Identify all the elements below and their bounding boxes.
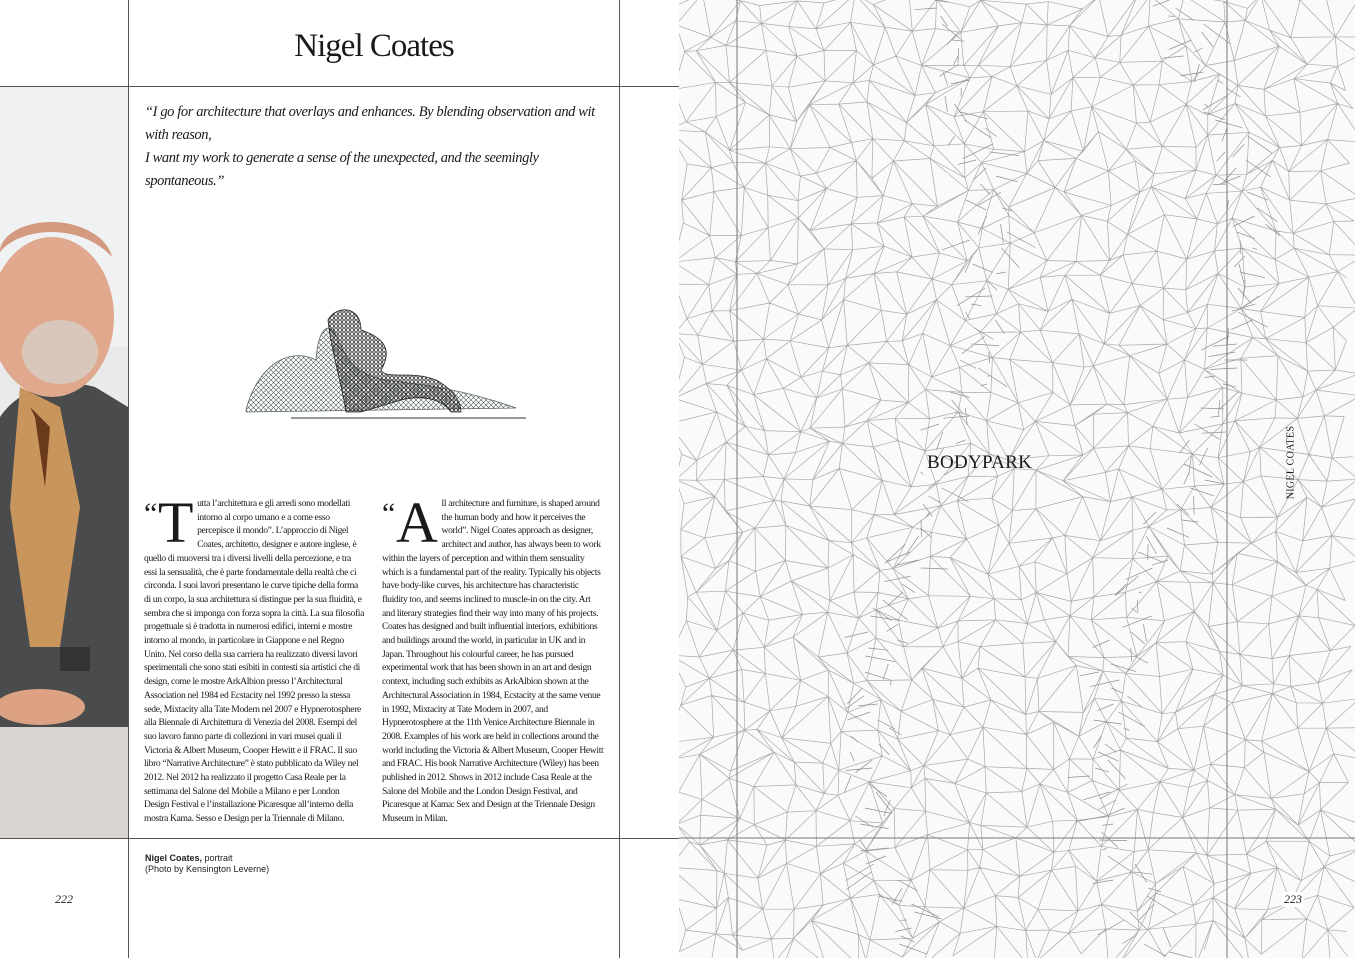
photo-caption [145,853,269,875]
vertical-side-label: NIGEL COATES [1285,425,1297,500]
bodypark-sculpture-image [236,300,536,424]
page-rule-right [619,0,620,958]
italian-text-column [144,490,365,826]
page-number-right: 223 [1284,892,1302,906]
page-title: Nigel Coates [294,28,454,64]
italian-body-text: utta l’architettura e gli arredi sono modellati intorno al corpo umano e a come esso percepisce il mondo”. L’approccio di Nigel Coates, architetto, designer e autore inglese, è quello di muoversi tra i diversi livelli della percezione, e tra essi la sensualità, che è parte fondamentale della realtà che ci circonda. I suoi lavori presentano le curve tipiche della forma di un corpo, la sua architettura si distingue per la sua fluidità, e sembra che si imponga con forza sopra la città. La sua filosofia progettuale si è tradotta in numerosi edifici, interni e mostre intorno al mondo, in particolare in Giappone e nel Regno Unito. Nel corso della sua carriera ha realizzato diversi lavori sperimentali che sono stati esibiti in contesti sia artistici che di design, come le mostre ArkAlbion presso l’Architectural Association nel 1984 ed Ecstacity nel 1992 presso la stessa sede, Mixtacity alla Tate Modern nel 2007 e Hypnerotosphere alla Biennale di Architettura di Venezia del 2008. Esempi del suo lavoro fanno parte di collezioni in vari musei quali il Victoria & Albert Museum, Cooper Hewitt e il FRAC. Il suo libro “Narrative Architecture” è stato pubblicato da Wiley nel 2012. Nel 2012 ha realizzato il progetto Casa Reale per la settimana del Salone del Mobile a Milano e per London Design Festival e l’installazione Picaresque all’interno della mostra Kama. Sesso e Design per la Triennale di Milano. [144,498,365,825]
italian-dropcap: “T [144,490,194,555]
pull-quote [145,101,615,193]
caption-credit: (Photo by Kensington Leverne) [145,864,270,874]
english-dropcap: “A [382,490,438,555]
caption-name: Nigel Coates, [145,853,203,863]
caption-description: portrait [202,853,233,863]
portrait-photo [0,87,128,838]
english-text-column [382,490,605,826]
pull-quote-line-2: I want my work to generate a sense of the unexpected, and the seemingly spontaneous.” [145,150,539,189]
page-number-left: 222 [55,892,73,906]
bodypark-mesh-image [679,0,1355,958]
english-body-text: ll architecture and furniture, is shaped around the human body and how it perceives the world”. Nigel Coates approach as designer, architect and author, has always been to work within the layers of perception and within them sensuality which is a fundamental part of the reality. Typically his objects have body-like curves, his architecture has characteristic fluidity too, and seems inclined to muscle-in on the city. Art and literary strategies find their way into many of his projects. Coates has designed and built influential interiors, exhibitions and buildings around the world, in particular in UK and in Japan. Throughout his colourful career, he has pursued experimental work that has been shown in an art and design context, including such exhibits as ArkAlbion shown at the Architectural Association in 1984, Ecstacity at the same venue in 1992, Mixtacity at Tate Modern in 2007, and Hypnerotosphere at the 11th Venice Architecture Biennale in 2008. Examples of his work are held in collections around the world including the Victoria & Albert Museum, Cooper Hewitt and FRAC. His book Narrative Architecture (Wiley) has been published in 2012. Shows in 2012 include Casa Reale at the Salone del Mobile and the London Design Festival, and Picaresque at Kama: Sex and Design at the Triennale Design Museum in Milan. [382,498,604,825]
footer-rule [0,838,679,839]
project-title: BODYPARK [927,452,1033,473]
page-rule-left [128,0,129,958]
pull-quote-line-1: “I go for architecture that overlays and enhances. By blending observation and wit with reason, [145,104,595,143]
